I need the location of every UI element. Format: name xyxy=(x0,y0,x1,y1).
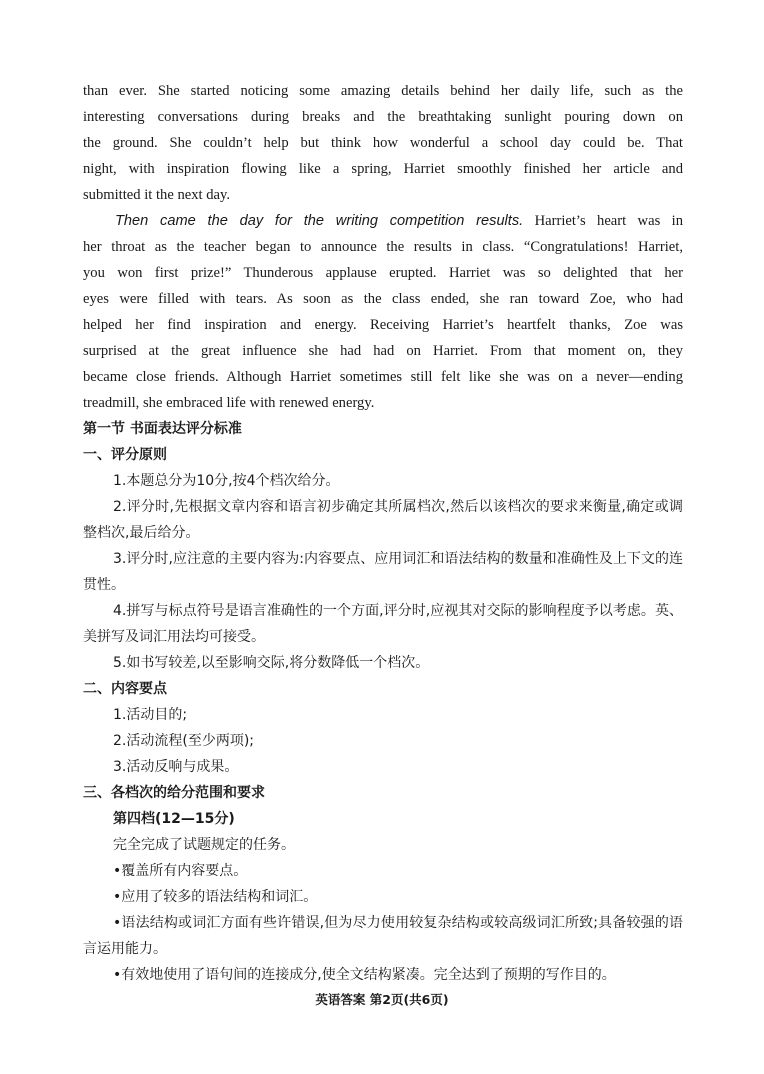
content-point-item: 1.活动目的; xyxy=(113,707,188,723)
story-line: interesting conversations during breaks and the breathtaking sunlight pouring down on xyxy=(83,109,683,125)
grade4-bullet: •有效地使用了语句间的连接成分,使全文结构紧凑。完全达到了预期的写作目的。 xyxy=(113,967,616,983)
principle-item: 3.评分时,应注意的主要内容为:内容要点、应用词汇和语法结构的数量和准确性及上下文的连贯性。 xyxy=(83,551,683,593)
content-points-heading: 二、内容要点 xyxy=(83,681,167,697)
grade4-summary: 完全完成了试题规定的任务。 xyxy=(113,837,295,853)
story-line: you won first prize!” Thunderous applause erupted. Harriet was so delighted that her xyxy=(83,265,683,281)
section-title: 第一节 书面表达评分标准 xyxy=(83,421,242,437)
grade4-bullet: •应用了较多的语法结构和词汇。 xyxy=(113,889,318,905)
story-line: night, with inspiration flowing like a spring, Harriet smoothly finished her article and xyxy=(83,161,683,177)
story-line: became close friends. Although Harriet sometimes still felt like she was on a never—ending xyxy=(83,369,683,385)
principles-heading: 一、评分原则 xyxy=(83,447,167,463)
story-line: surprised at the great influence she had had on Harriet. From that moment on, they xyxy=(83,343,683,359)
story-line: helped her find inspiration and energy. Receiving Harriet’s heartfelt thanks, Zoe was xyxy=(83,317,683,333)
grades-heading: 三、各档次的给分范围和要求 xyxy=(83,785,265,801)
principle-item: 1.本题总分为10分,按4个档次给分。 xyxy=(113,473,340,489)
story-line: submitted it the next day. xyxy=(83,187,230,203)
story-line: her throat as the teacher began to announce the results in class. “Congratulations! Harriet, xyxy=(83,239,683,255)
content-point-item: 3.活动反响与成果。 xyxy=(113,759,239,775)
italic-lead-sentence: Then came the day for the writing competition results. xyxy=(115,213,524,229)
story-line: than ever. She started noticing some amazing details behind her daily life, such as the xyxy=(83,83,683,99)
grade4-bullet: •语法结构或词汇方面有些许错误,但为尽力使用较复杂结构或较高级词汇所致;具备较强的语言运用能力。 xyxy=(83,915,683,957)
grade4-title: 第四档(12—15分) xyxy=(113,811,235,827)
grade4-bullet: •覆盖所有内容要点。 xyxy=(113,863,248,879)
story-paragraph-start xyxy=(83,208,683,234)
principle-item: 5.如书写较差,以至影响交际,将分数降低一个档次。 xyxy=(113,655,430,671)
story-line: the ground. She couldn’t help but think how wonderful a school day could be. That xyxy=(83,135,683,151)
page-footer: 英语答案 第2页(共6页) xyxy=(315,992,449,1007)
content-point-item: 2.活动流程(至少两项); xyxy=(113,733,254,749)
story-line: treadmill, she embraced life with renewed energy. xyxy=(83,395,375,411)
story-line: eyes were filled with tears. As soon as the class ended, she ran toward Zoe, who had xyxy=(83,291,683,307)
story-text: Harriet’s heart was in xyxy=(523,213,683,229)
principle-item: 2.评分时,先根据文章内容和语言初步确定其所属档次,然后以该档次的要求来衡量,确定或调整档次,最后给分。 xyxy=(83,499,683,541)
principle-item: 4.拼写与标点符号是语言准确性的一个方面,评分时,应视其对交际的影响程度予以考虑。英、美拼写及词汇用法均可接受。 xyxy=(83,603,683,645)
